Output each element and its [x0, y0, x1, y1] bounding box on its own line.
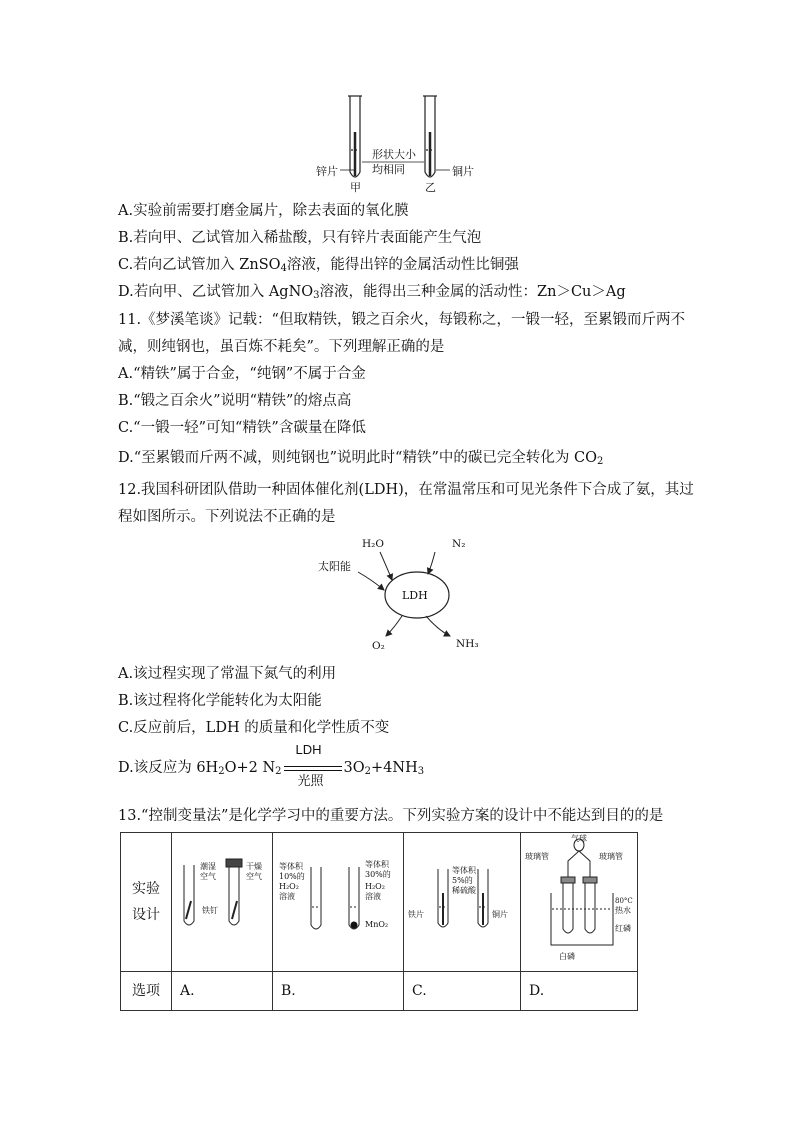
design-cell-d: [521, 833, 638, 972]
fig-c-metals-acid: [404, 833, 520, 967]
design-cell-b: [273, 833, 404, 972]
q12-stem-line2: 程如图所示。下列说法不正确的是: [118, 509, 336, 525]
ldh-process-diagram: [300, 530, 500, 656]
svg-text:玻璃管: 玻璃管: [525, 852, 549, 861]
nh3-label: NH₃: [456, 638, 479, 650]
solar-energy-label: 太阳能: [318, 560, 351, 573]
table-row-design: [121, 833, 638, 972]
q11-option-a: A.“精铁”属于合金，“纯钢”不属于合金: [118, 366, 366, 382]
q12-option-b: B.该过程将化学能转化为太阳能: [118, 693, 322, 709]
svg-text:H₂O₂: H₂O₂: [365, 882, 385, 891]
svg-text:H₂O₂: H₂O₂: [279, 882, 299, 891]
test-tube-jia: [348, 96, 362, 177]
reaction-condition: [284, 742, 342, 789]
svg-text:白磷: 白磷: [559, 952, 575, 961]
o2-label: O₂: [372, 640, 385, 652]
svg-text:溶液: 溶液: [279, 892, 295, 901]
header-design: 实验 设计: [121, 833, 172, 972]
q10-option-a: A.实验前需要打磨金属片，除去表面的氧化膜: [118, 203, 409, 219]
table-row-options: [121, 972, 638, 1011]
option-cell-b: B.: [273, 972, 404, 1011]
svg-text:等体积: 等体积: [365, 860, 389, 869]
option-cell-c: C.: [404, 972, 521, 1011]
test-tube-yi: [423, 96, 437, 177]
svg-text:30%的: 30%的: [365, 870, 391, 879]
label-jia: 甲: [350, 181, 361, 194]
svg-text:热水: 热水: [615, 906, 631, 915]
q12-option-d: D.该反应为 $6H_2O+2$ $N_2$ LDH 光照 $3O_2+4NH_3$: [118, 758, 424, 782]
label-same-shape: 形状大小: [372, 148, 416, 161]
design-cell-a: [172, 833, 273, 972]
svg-text:干燥: 干燥: [246, 862, 262, 871]
svg-text:玻璃管: 玻璃管: [599, 852, 623, 861]
q11-stem-line2: 减，则纯钢也，虽百炼不耗矣”。下列理解正确的是: [118, 339, 445, 355]
label-same-size: 均相同: [372, 163, 405, 176]
svg-text:空气: 空气: [246, 872, 262, 881]
svg-text:等体积: 等体积: [279, 862, 303, 871]
q11-stem-line1: 11.《梦溪笔谈》记载：“但取精铁，锻之百余火，每锻称之，一锻一轻，至累锻而斤两不: [118, 312, 685, 328]
condition-below-arrow: 光照: [297, 774, 324, 789]
design-cell-c: [404, 833, 521, 972]
q11-option-c: C.“一锻一轻”可知“精铁”含碳量在降低: [118, 420, 366, 436]
fig-b-h2o2: [273, 833, 403, 967]
fig-d-combustion: [521, 833, 637, 967]
svg-text:铁片: 铁片: [408, 910, 424, 919]
svg-text:5%的: 5%的: [452, 876, 473, 885]
svg-text:气球: 气球: [571, 834, 587, 843]
svg-text:铁钉: 铁钉: [202, 906, 218, 915]
q10-option-c: C.若向乙试管加入 ZnSO$_4$溶液，能得出锌的金属活动性比铜强: [118, 257, 519, 274]
svg-text:红磷: 红磷: [615, 924, 631, 933]
n2-label: N₂: [452, 538, 466, 550]
catalyst-above-arrow: LDH: [295, 742, 322, 757]
q10-option-b: B.若向甲、乙试管加入稀盐酸，只有锌片表面能产生气泡: [118, 230, 482, 246]
q11-option-d: D.“至累锻而斤两不减，则纯钢也”说明此时“精铁”中的碳已完全转化为 $CO_2$: [118, 450, 604, 467]
q12-option-a: A.该过程实现了常温下氮气的利用: [118, 666, 337, 682]
equal-sign-double-line: [284, 766, 342, 771]
label-copper: 铜片: [452, 165, 474, 178]
option-cell-a: A.: [172, 972, 273, 1011]
test-tubes-figure: [300, 92, 500, 196]
q12-option-c: C.反应前后，LDH 的质量和化学性质不变: [118, 720, 390, 736]
q13-stem: 13.“控制变量法”是化学学习中的重要方法。下列实验方案的设计中不能达到目的的是: [118, 808, 664, 824]
label-zinc: 锌片: [316, 165, 338, 178]
svg-text:MnO₂: MnO₂: [365, 920, 389, 929]
experiment-table: [120, 832, 638, 1011]
svg-text:潮湿: 潮湿: [200, 862, 216, 871]
svg-text:空气: 空气: [200, 872, 216, 881]
q10-option-d: D.若向甲、乙试管加入 AgNO$_3$溶液，能得出三种金属的活动性：Zn＞Cu＞Ag: [118, 284, 626, 301]
header-options: 选项: [121, 972, 172, 1011]
q12-stem-line1: 12.我国科研团队借助一种固体催化剂(LDH)，在常温常压和可见光条件下合成了氨，其过: [118, 482, 694, 498]
ldh-label: LDH: [402, 589, 428, 602]
option-cell-d: D.: [521, 972, 638, 1011]
svg-text:10%的: 10%的: [279, 872, 305, 881]
svg-text:等体积: 等体积: [452, 866, 476, 875]
svg-text:铜片: 铜片: [492, 910, 508, 919]
svg-text:80°C: 80°C: [615, 897, 633, 905]
fig-a-iron-rust: [172, 833, 272, 967]
svg-text:溶液: 溶液: [365, 892, 381, 901]
q11-option-b: B.“锻之百余火”说明“精铁”的熔点高: [118, 393, 352, 409]
label-yi: 乙: [425, 181, 436, 194]
h2o-label: H₂O: [362, 538, 384, 550]
svg-text:稀硫酸: 稀硫酸: [452, 886, 476, 895]
